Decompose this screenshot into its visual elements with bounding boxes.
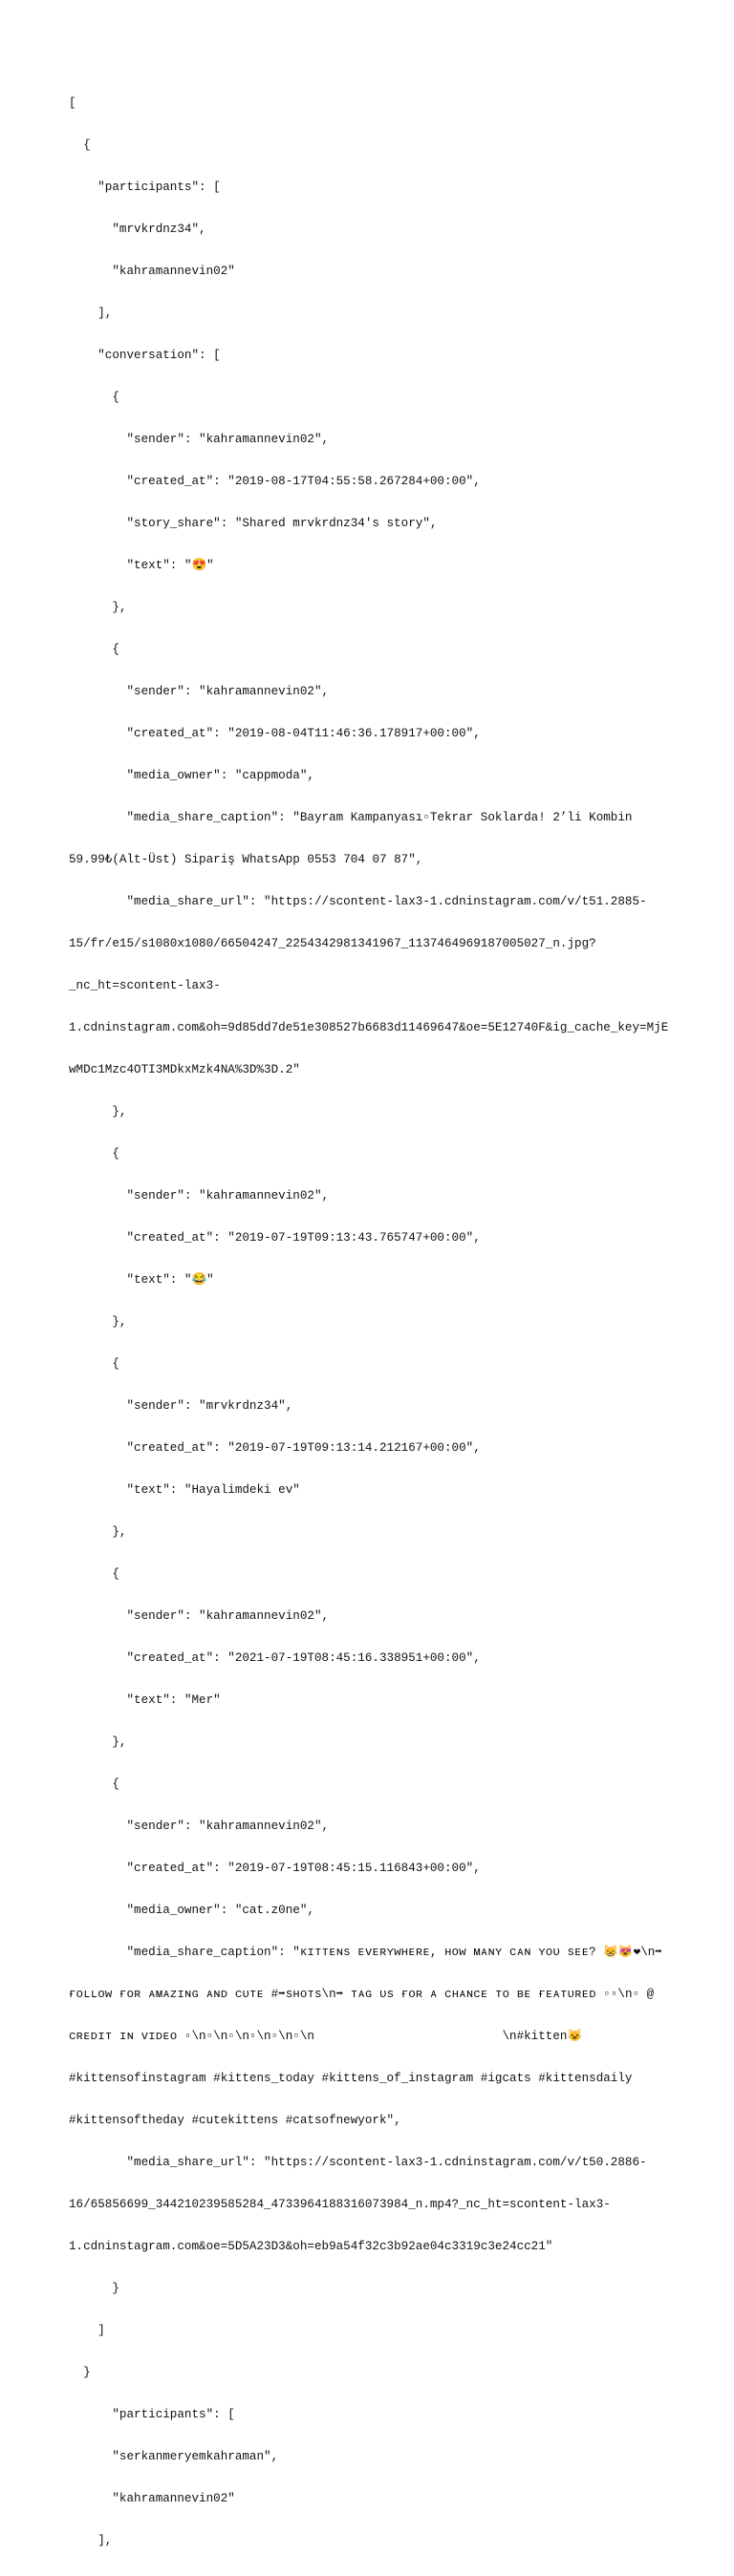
code-line: #kittensofinstagram #kittens_today #kittens_of_instagram #igcats #kittensdaily: [69, 2072, 633, 2086]
code-line: }: [69, 2366, 91, 2380]
code-line: "mrvkrdnz34",: [69, 223, 206, 237]
code-line: #kittensoftheday #cutekittens #catsofnewyork",: [69, 2114, 401, 2128]
code-line: },: [69, 1735, 127, 1750]
json-code-block: [69, 69, 669, 2576]
code-line: "sender": "kahramannevin02",: [69, 1609, 330, 1624]
code-line: },: [69, 1315, 127, 1330]
code-line: "sender": "kahramannevin02",: [69, 1189, 330, 1203]
code-line: "media_share_url": "https://scontent-lax3-1.cdninstagram.com/v/t50.2886-: [69, 2156, 647, 2170]
code-line: "text": "Mer": [69, 1693, 221, 1708]
code-line: "conversation": [: [69, 349, 221, 363]
code-line: "sender": "mrvkrdnz34",: [69, 1399, 293, 1414]
code-line: "media_share_caption": "ᴋɪᴛᴛᴇɴs ᴇᴠᴇʀʏᴡʜᴇʀᴇ, ʜᴏᴡ ᴍᴀɴʏ ᴄᴀɴ ʏᴏᴜ sᴇᴇ? 😸😻❤\n➡: [69, 1946, 662, 1960]
code-line: "serkanmeryemkahraman",: [69, 2450, 279, 2464]
code-line: }: [69, 2282, 119, 2296]
code-line: ғᴏʟʟᴏᴡ ғᴏʀ ᴀᴍᴀᴢɪɴɢ ᴀɴᴅ ᴄᴜᴛᴇ #➡sʜᴏᴛs\n➡ ᴛᴀɢ ᴜs ғᴏʀ ᴀ ᴄʜᴀɴᴄᴇ ᴛᴏ ʙᴇ ғᴇᴀᴛᴜʀᴇᴅ ▫▫\n▫ @: [69, 1988, 655, 2002]
code-line: "media_share_caption": "Bayram Kampanyası▫Tekrar Soklarda! 2’li Kombin: [69, 811, 633, 825]
code-line: "story_share": "Shared mrvkrdnz34's story",: [69, 517, 438, 531]
code-line: "sender": "kahramannevin02",: [69, 433, 330, 447]
code-line: ]: [69, 2324, 105, 2338]
code-line: },: [69, 1105, 127, 1119]
code-line: 59.99₺(Alt-Üst) Sipariş WhatsApp 0553 704 07 87",: [69, 853, 423, 867]
code-line: "created_at": "2021-07-19T08:45:16.338951+00:00",: [69, 1651, 481, 1666]
code-line: 15/fr/e15/s1080x1080/66504247_2254342981341967_1137464969187005027_n.jpg?: [69, 937, 596, 951]
code-line: "created_at": "2019-07-19T08:45:15.116843+00:00",: [69, 1862, 481, 1876]
code-line: {: [69, 643, 119, 657]
code-line: },: [69, 1525, 127, 1540]
code-line: "created_at": "2019-08-17T04:55:58.267284+00:00",: [69, 475, 481, 489]
code-line: {: [69, 138, 91, 153]
code-line: {: [69, 1567, 119, 1582]
code-line: "sender": "kahramannevin02",: [69, 685, 330, 699]
code-line: "kahramannevin02": [69, 265, 235, 279]
code-line: ᴄʀᴇᴅɪᴛ ɪɴ ᴠɪᴅᴇᴏ ▫\n▫\n▫\n▫\n▫\n▫\n \n#kitten😺: [69, 2030, 583, 2044]
code-line: {: [69, 1778, 119, 1792]
code-line: {: [69, 391, 119, 405]
code-line: {: [69, 1147, 119, 1161]
code-line: "created_at": "2019-07-19T09:13:14.212167+00:00",: [69, 1441, 481, 1456]
code-line: ],: [69, 2534, 113, 2548]
code-line: "text": "😍": [69, 559, 214, 573]
code-line: "text": "😂": [69, 1273, 214, 1288]
code-line: wMDc1Mzc4OTI3MDkxMzk4NA%3D%3D.2": [69, 1063, 300, 1077]
code-line: _nc_ht=scontent-lax3-: [69, 979, 221, 993]
code-line: "text": "Hayalimdeki ev": [69, 1483, 300, 1498]
code-line: [: [69, 96, 76, 111]
code-line: 16/65856699_344210239585284_4733964188316073984_n.mp4?_nc_ht=scontent-lax3-: [69, 2198, 611, 2212]
code-line: "media_owner": "cappmoda",: [69, 769, 314, 783]
code-line: "participants": [: [69, 2408, 235, 2422]
code-line: 1.cdninstagram.com&oe=5D5A23D3&oh=eb9a54f32c3b92ae04c3319c3e24cc21": [69, 2240, 553, 2254]
code-line: "media_owner": "cat.z0ne",: [69, 1904, 314, 1918]
code-line: "media_share_url": "https://scontent-lax3-1.cdninstagram.com/v/t51.2885-: [69, 895, 647, 909]
code-line: },: [69, 601, 127, 615]
code-line: {: [69, 1357, 119, 1372]
document-page: [69, 69, 669, 2576]
code-line: "kahramannevin02": [69, 2492, 235, 2506]
code-line: "created_at": "2019-08-04T11:46:36.178917+00:00",: [69, 727, 481, 741]
code-line: "created_at": "2019-07-19T09:13:43.765747+00:00",: [69, 1231, 481, 1245]
code-line: ],: [69, 307, 113, 321]
code-line: 1.cdninstagram.com&oh=9d85dd7de51e308527b6683d11469647&oe=5E12740F&ig_cache_key=MjE: [69, 1021, 669, 1035]
code-line: "participants": [: [69, 181, 221, 195]
code-line: "sender": "kahramannevin02",: [69, 1820, 330, 1834]
